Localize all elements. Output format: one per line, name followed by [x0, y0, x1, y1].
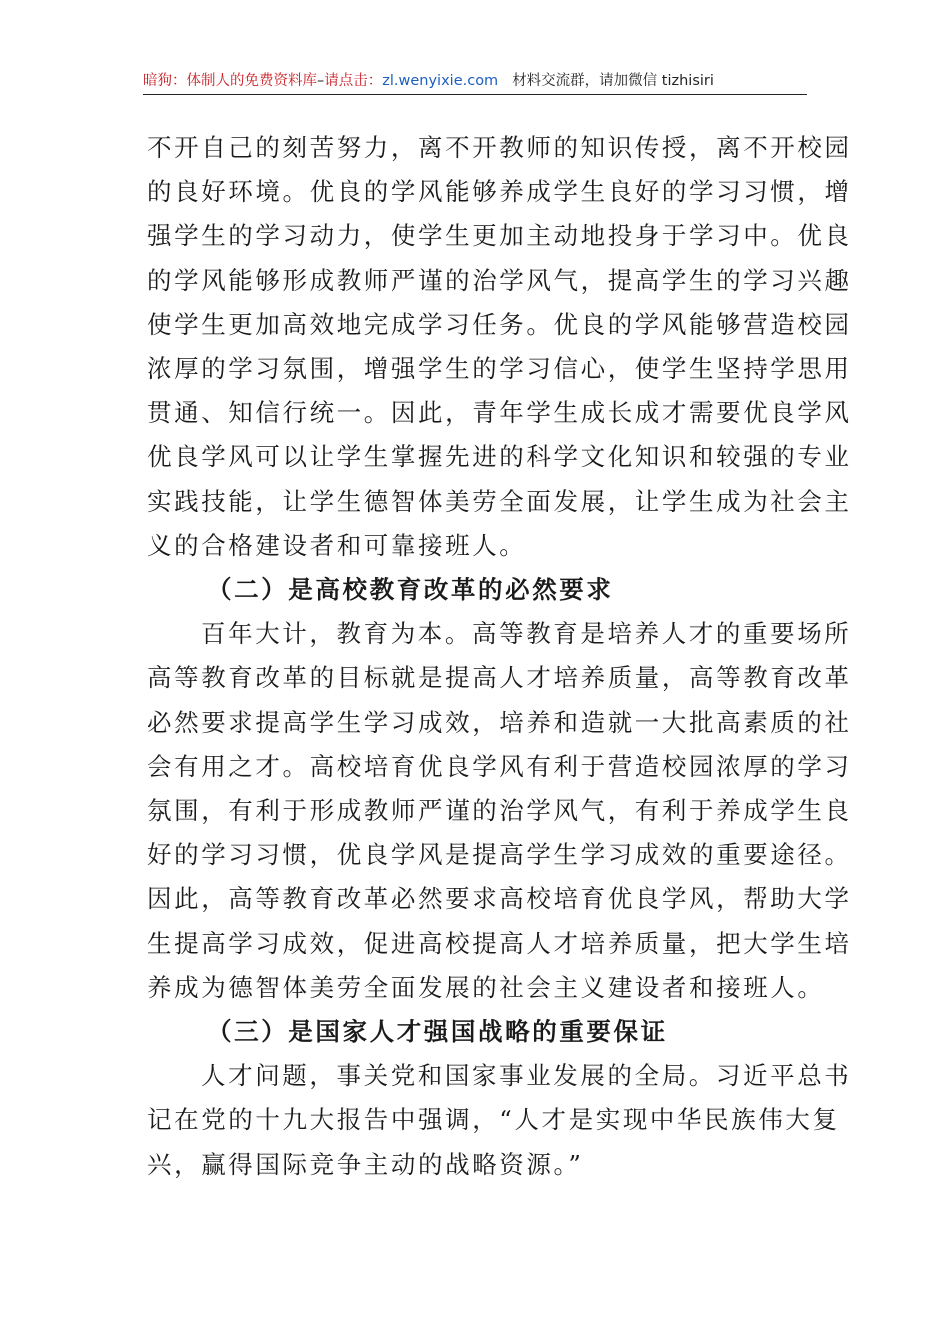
text-line: 强学生的学习动力，使学生更加主动地投身于学习中。优良 — [147, 221, 852, 251]
text-line: 兴，赢得国际竞争主动的战略资源。” — [147, 1149, 584, 1179]
text-line: 氛围，有利于形成教师严谨的治学风气，有利于养成学生良 — [147, 796, 852, 826]
text-line: 生提高学习成效，促进高校提高人才培养质量，把大学生培 — [147, 928, 852, 958]
text-line: 百年大计，教育为本。高等教育是培养人才的重要场所 — [201, 619, 852, 649]
paragraph-3 — [147, 1054, 852, 1187]
text-line: 的良好环境。优良的学风能够养成学生良好的学习习惯，增 — [147, 177, 852, 207]
paragraph-1 — [147, 126, 852, 568]
text-line: 实践技能，让学生德智体美劳全面发展，让学生成为社会主 — [147, 486, 852, 516]
paragraph-2 — [147, 612, 852, 1010]
header-dash: – — [317, 73, 325, 89]
text-line: 会有用之才。高校培育优良学风有利于营造校园浓厚的学习 — [147, 751, 852, 781]
page-header — [143, 70, 807, 95]
text-line: 养成为德智体美劳全面发展的社会主义建设者和接班人。 — [147, 972, 825, 1002]
text-line: 好的学习习惯，优良学风是提高学生学习成效的重要途径。 — [147, 840, 852, 870]
text-line: 高等教育改革的目标就是提高人才培养质量，高等教育改革 — [147, 663, 852, 693]
text-line: 记在党的十九大报告中强调，“人才是实现中华民族伟大复 — [147, 1105, 840, 1135]
text-line: 因此，高等教育改革必然要求高校培育优良学风，帮助大学 — [147, 884, 852, 914]
text-line: 使学生更加高效地完成学习任务。优良的学风能够营造校园 — [147, 309, 852, 339]
text-line: 浓厚的学习氛围，增强学生的学习信心，使学生坚持学思用 — [147, 354, 852, 384]
text-line: 优良学风可以让学生掌握先进的科学文化知识和较强的专业 — [147, 442, 852, 472]
text-line: 的学风能够形成教师严谨的治学风气，提高学生的学习兴趣 — [147, 265, 852, 295]
text-line: 人才问题，事关党和国家事业发展的全局。习近平总书 — [201, 1061, 852, 1091]
site-label: 暗狗：体制人的免费资料库 — [143, 73, 317, 89]
text-line: 不开自己的刻苦努力，离不开教师的知识传授，离不开校园 — [147, 133, 852, 162]
text-line: 贯通、知信行统一。因此，青年学生成长成才需要优良学风 — [147, 398, 852, 428]
site-url-link[interactable]: zl.wenyixie.com — [382, 73, 499, 89]
document-body — [147, 126, 852, 1187]
text-line: 义的合格建设者和可靠接班人。 — [147, 530, 527, 560]
text-line: 必然要求提高学生学习成效，培养和造就一大批高素质的社 — [147, 707, 852, 737]
click-label: 请点击： — [324, 73, 383, 89]
section-heading-3: （三）是国家人才强国战略的重要保证 — [207, 1017, 668, 1047]
wechat-label: 材料交流群，请加微信 tizhisiri — [512, 73, 714, 89]
section-heading-2: （二）是高校教育改革的必然要求 — [207, 575, 614, 605]
